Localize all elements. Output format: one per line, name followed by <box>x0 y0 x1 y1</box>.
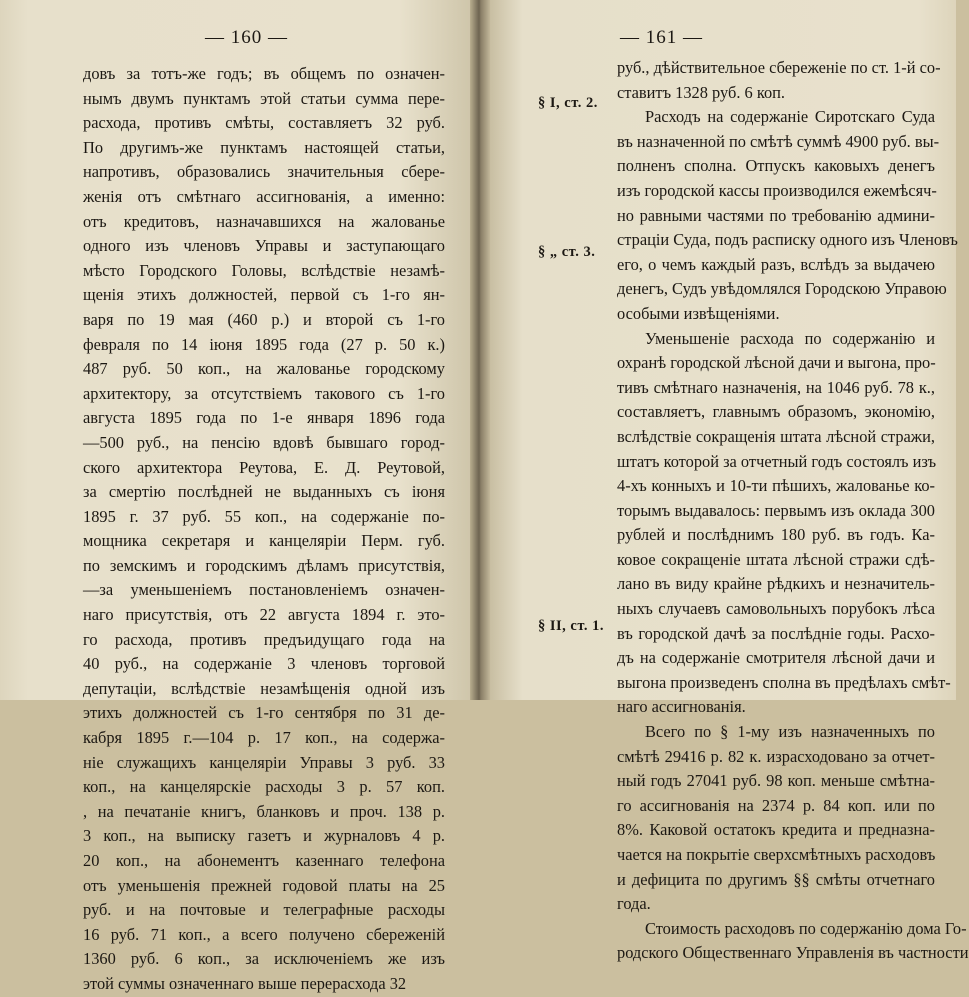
margin-note-2: § „ ст. 3. <box>538 244 596 260</box>
text-line: наго ассигнованія. <box>617 697 746 717</box>
text-line: коп., на канцелярскіе расходы 3 р. 57 коп. <box>83 777 445 797</box>
text-line: его, о чемъ каждый разъ, вслѣдъ за выдачею <box>617 254 935 274</box>
text-line: расхода, противъ смѣты, составляетъ 32 руб. <box>83 113 445 133</box>
text-line: выгона произведенъ сполна въ предѣлахъ смѣт- <box>617 672 951 692</box>
text-line: 1360 руб. 6 коп., за исключеніемъ же изъ <box>83 949 445 969</box>
text-line: особыми извѣщеніями. <box>617 303 780 323</box>
text-line: тивъ смѣтнаго назначенія, на 1046 руб. 78 к., <box>617 377 935 397</box>
text-line: отъ кредитовъ, назначавшихся на жалованье <box>83 211 445 231</box>
text-line: смѣтѣ 29416 р. 82 к. израсходовано за отчет- <box>617 746 935 766</box>
left-text-column <box>83 62 445 997</box>
text-line: мѣсто Городского Головы, вслѣдствіе незамѣ- <box>83 260 445 280</box>
text-line: депутаціи, вслѣдствіе незамѣщенія одной изъ <box>83 678 445 698</box>
text-line: 4-хъ конныхъ и 10-ти пѣшихъ, жалованье ко- <box>617 476 935 496</box>
text-line: чается на покрытіе сверхсмѣтныхъ расходовъ <box>617 845 936 864</box>
text-line: ный годъ 27041 руб. 98 коп. меньше смѣтна- <box>617 771 935 791</box>
text-line: Уменьшеніе расхода по содержанію и <box>645 328 935 348</box>
text-line: ныхъ случаевъ самовольныхъ порубокъ лѣса <box>617 599 935 619</box>
text-line: въ городской дачѣ за послѣдніе годы. Расхо- <box>617 623 935 643</box>
right-text-column <box>617 56 969 966</box>
text-line: Всего по § 1-му изъ назначенныхъ по <box>645 722 935 742</box>
text-line: 40 руб., на содержаніе 3 членовъ торговой <box>83 654 445 674</box>
text-line: этихъ должностей съ 1-го сентября по 31 де- <box>83 703 445 723</box>
text-line: лано въ виду крайне рѣдкихъ и незначитель- <box>617 574 935 594</box>
text-line: По другимъ-же пунктамъ настоящей статьи, <box>83 137 445 157</box>
text-line: этой суммы означеннаго выше перерасхода 32 <box>83 973 407 993</box>
text-line: руб. и на почтовые и телеграфные расходы <box>83 900 445 920</box>
text-line: въ назначенной по смѣтѣ суммѣ 4900 руб. вы- <box>617 131 940 151</box>
text-line: одного изъ членовъ Управы и заступающаго <box>83 236 445 256</box>
left-page-number: — 160 — <box>205 27 288 48</box>
text-line: 487 руб. 50 коп., на жалованье городскому <box>83 359 445 379</box>
text-line: го расхода, противъ предъидущаго года на <box>83 629 445 649</box>
text-line: и дефицита по другимъ §§ смѣты отчетнаго <box>617 869 935 889</box>
text-line: довъ за тотъ-же годъ; въ общемъ по означен- <box>83 64 445 83</box>
text-line: го ассигнованія на 2374 р. 84 коп. или по <box>617 795 935 815</box>
text-line: 1895 г. 37 руб. 55 коп., на содержаніе по- <box>83 506 445 526</box>
text-line: штатъ которой за отчетный годъ состоялъ изъ <box>617 451 937 471</box>
text-line: страціи Суда, подъ расписку одного изъ Членовъ <box>617 230 958 250</box>
text-line: дъ на содержаніе смотрителя лѣсной дачи и <box>617 648 935 668</box>
text-line: отъ уменьшенія прежней годовой платы на 25 <box>83 875 445 895</box>
text-line: , на печатаніе книгъ, бланковъ и проч. 138 р. <box>83 801 445 821</box>
text-line: по земскимъ и городскимъ дѣламъ присутствія, <box>83 555 445 575</box>
text-line: вслѣдствіе сокращенія штата лѣсной стражи, <box>617 426 935 446</box>
text-line: родского Общественнаго Управленія въ частности <box>617 943 969 963</box>
text-line: женія отъ смѣтнаго ассигнованія, а именно: <box>83 186 445 206</box>
text-line: торымъ выдавалось: первымъ изъ оклада 300 <box>617 500 935 520</box>
text-line: Расходъ на содержаніе Сиротскаго Суда <box>645 107 935 127</box>
text-line: но равными частями по требованію админи- <box>617 205 935 225</box>
text-line: варя по 19 мая (460 р.) и второй съ 1-го <box>83 309 445 329</box>
text-line: ского архитектора Реутова, Е. Д. Реутовой, <box>83 457 445 477</box>
text-line: напротивъ, образовались значительныя сбере- <box>83 162 445 182</box>
text-line: —за уменьшеніемъ постановленіемъ означен- <box>83 580 445 600</box>
text-line: нымъ двумъ пунктамъ этой статьи сумма пере- <box>83 88 445 108</box>
left-page <box>0 0 470 993</box>
book-gutter <box>470 0 490 700</box>
text-line: ковое сокращеніе штата лѣсной стражи сдѣ- <box>617 549 935 569</box>
text-line: 16 руб. 71 коп., а всего получено сбереженій <box>83 924 445 944</box>
text-line: полненъ сполна. Отпускъ каковыхъ денегъ <box>617 156 935 176</box>
text-line: 8%. Каковой остатокъ кредита и предназна- <box>617 820 935 840</box>
right-page-number: — 161 — <box>620 27 703 48</box>
text-line: 20 коп., на абонементъ казеннаго телефона <box>83 851 445 870</box>
text-line: Стоимость расходовъ по содержанію дома Го- <box>645 918 967 938</box>
text-line: ставитъ 1328 руб. 6 коп. <box>617 82 786 102</box>
text-line: охранѣ городской лѣсной дачи и выгона, про- <box>617 353 936 373</box>
text-line: щенія этихъ должностей, первой съ 1-го ян- <box>83 285 445 305</box>
text-line: денегъ, Судъ увѣдомлялся Городскою Управою <box>617 279 947 299</box>
text-line: архитектору, за отсутствіемъ такового съ 1-го <box>83 383 445 403</box>
text-line: —500 руб., на пенсію вдовѣ бывшаго город- <box>83 432 445 452</box>
text-line: за смертію послѣдней не выданныхъ съ іюня <box>83 482 445 502</box>
text-line: августа 1895 года по 1-е января 1896 года <box>83 408 445 428</box>
text-line: наго присутствія, отъ 22 августа 1894 г. это- <box>83 605 445 625</box>
text-line: составляетъ, главнымъ образомъ, экономію, <box>617 402 935 422</box>
text-line: рублей и послѣднимъ 180 руб. въ годъ. Ка- <box>617 525 935 545</box>
text-line: мощника секретаря и канцеляріи Перм. губ. <box>83 531 445 551</box>
text-line: года. <box>617 894 651 914</box>
text-line: изъ городской кассы производился ежемѣсяч- <box>617 180 937 200</box>
text-line: 3 коп., на выписку газетъ и журналовъ 4 р. <box>83 826 445 846</box>
text-line: руб., дѣйствительное сбереженіе по ст. 1-й со- <box>617 58 941 77</box>
margin-note-1: § I, ст. 2. <box>538 95 598 111</box>
margin-note-3: § II, ст. 1. <box>538 618 605 634</box>
right-page <box>490 0 969 963</box>
text-line: кабря 1895 г.—104 р. 17 коп., на содержа- <box>83 728 445 748</box>
text-line: ніе служащихъ канцеляріи Управы 3 руб. 33 <box>83 752 445 772</box>
text-line: февраля по 14 іюня 1895 года (27 р. 50 к.) <box>83 334 445 354</box>
